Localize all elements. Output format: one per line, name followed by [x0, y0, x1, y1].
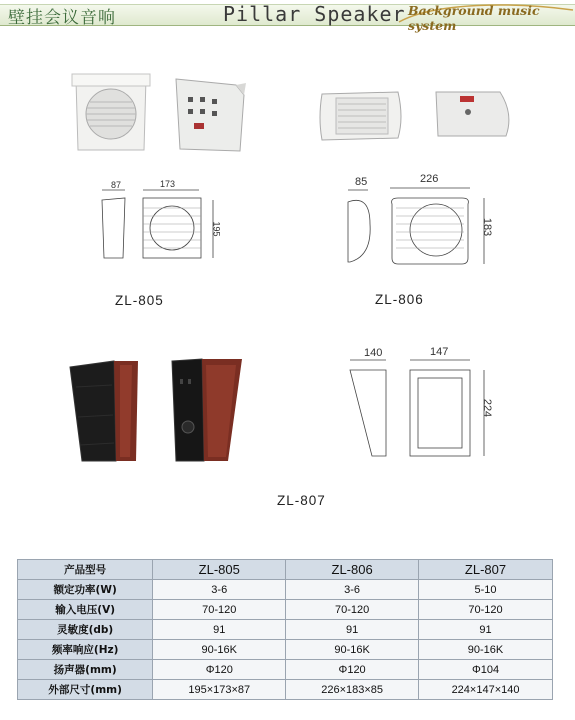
- table-row: [18, 580, 553, 600]
- zl807-depth-dim: 140: [364, 347, 383, 359]
- zl806-drawing: [340, 184, 500, 274]
- zl806-width-dim: 226: [420, 173, 439, 185]
- zl807-height-dim: 224: [481, 398, 494, 418]
- cell: 3-6: [153, 580, 286, 600]
- column-header: ZL-805: [153, 560, 286, 580]
- row-label: 额定功率(W): [18, 580, 153, 600]
- zl807-front-photo: [68, 357, 148, 467]
- spec-table: [17, 559, 553, 700]
- page-header: [0, 0, 575, 33]
- cell: 90-16K: [286, 640, 419, 660]
- cell: 3-6: [286, 580, 419, 600]
- cell: 90-16K: [153, 640, 286, 660]
- zl806-front-photo: [318, 88, 408, 148]
- zl805-drawing: [95, 186, 235, 266]
- column-header: ZL-806: [286, 560, 419, 580]
- cell: 91: [153, 620, 286, 640]
- cell: 70-120: [153, 600, 286, 620]
- zl805-depth-dim: 87: [111, 180, 122, 190]
- zl807-width-dim: 147: [430, 346, 449, 358]
- cell: 70-120: [419, 600, 553, 620]
- table-row: [18, 660, 553, 680]
- cell: 91: [286, 620, 419, 640]
- cell: Φ120: [286, 660, 419, 680]
- cell: 91: [419, 620, 553, 640]
- row-label: 输入电压(V): [18, 600, 153, 620]
- table-row: [18, 640, 553, 660]
- table-header-row: [18, 560, 553, 580]
- cell: 226×183×85: [286, 680, 419, 700]
- zl807-drawing: [342, 352, 502, 462]
- cell: 5-10: [419, 580, 553, 600]
- zl805-height-dim: 195: [211, 221, 222, 237]
- cell: 224×147×140: [419, 680, 553, 700]
- zl806-depth-dim: 85: [355, 176, 368, 188]
- zl805-back-photo: [170, 75, 250, 155]
- row-label: 外部尺寸(mm): [18, 680, 153, 700]
- cell: Φ120: [153, 660, 286, 680]
- table-row: [18, 680, 553, 700]
- cell: Φ104: [419, 660, 553, 680]
- zl805-label: ZL-805: [115, 293, 164, 308]
- title-english: Pillar Speaker: [223, 2, 406, 26]
- tagline: Background music system: [408, 3, 540, 33]
- zl805-front-photo: [66, 72, 156, 152]
- row-label: 频率响应(Hz): [18, 640, 153, 660]
- row-label: 灵敏度(db): [18, 620, 153, 640]
- cell: 195×173×87: [153, 680, 286, 700]
- table-row: [18, 620, 553, 640]
- column-header: 产品型号: [18, 560, 153, 580]
- row-label: 扬声器(mm): [18, 660, 153, 680]
- column-header: ZL-807: [419, 560, 553, 580]
- zl806-back-photo: [430, 88, 520, 148]
- zl806-height-dim: 183: [481, 217, 494, 237]
- zl805-width-dim: 173: [160, 179, 176, 189]
- table-row: [18, 600, 553, 620]
- cell: 70-120: [286, 600, 419, 620]
- zl807-label: ZL-807: [277, 493, 326, 508]
- zl807-back-photo: [170, 357, 250, 467]
- title-chinese: 壁挂会议音响: [8, 8, 116, 28]
- zl806-label: ZL-806: [375, 292, 424, 307]
- cell: 90-16K: [419, 640, 553, 660]
